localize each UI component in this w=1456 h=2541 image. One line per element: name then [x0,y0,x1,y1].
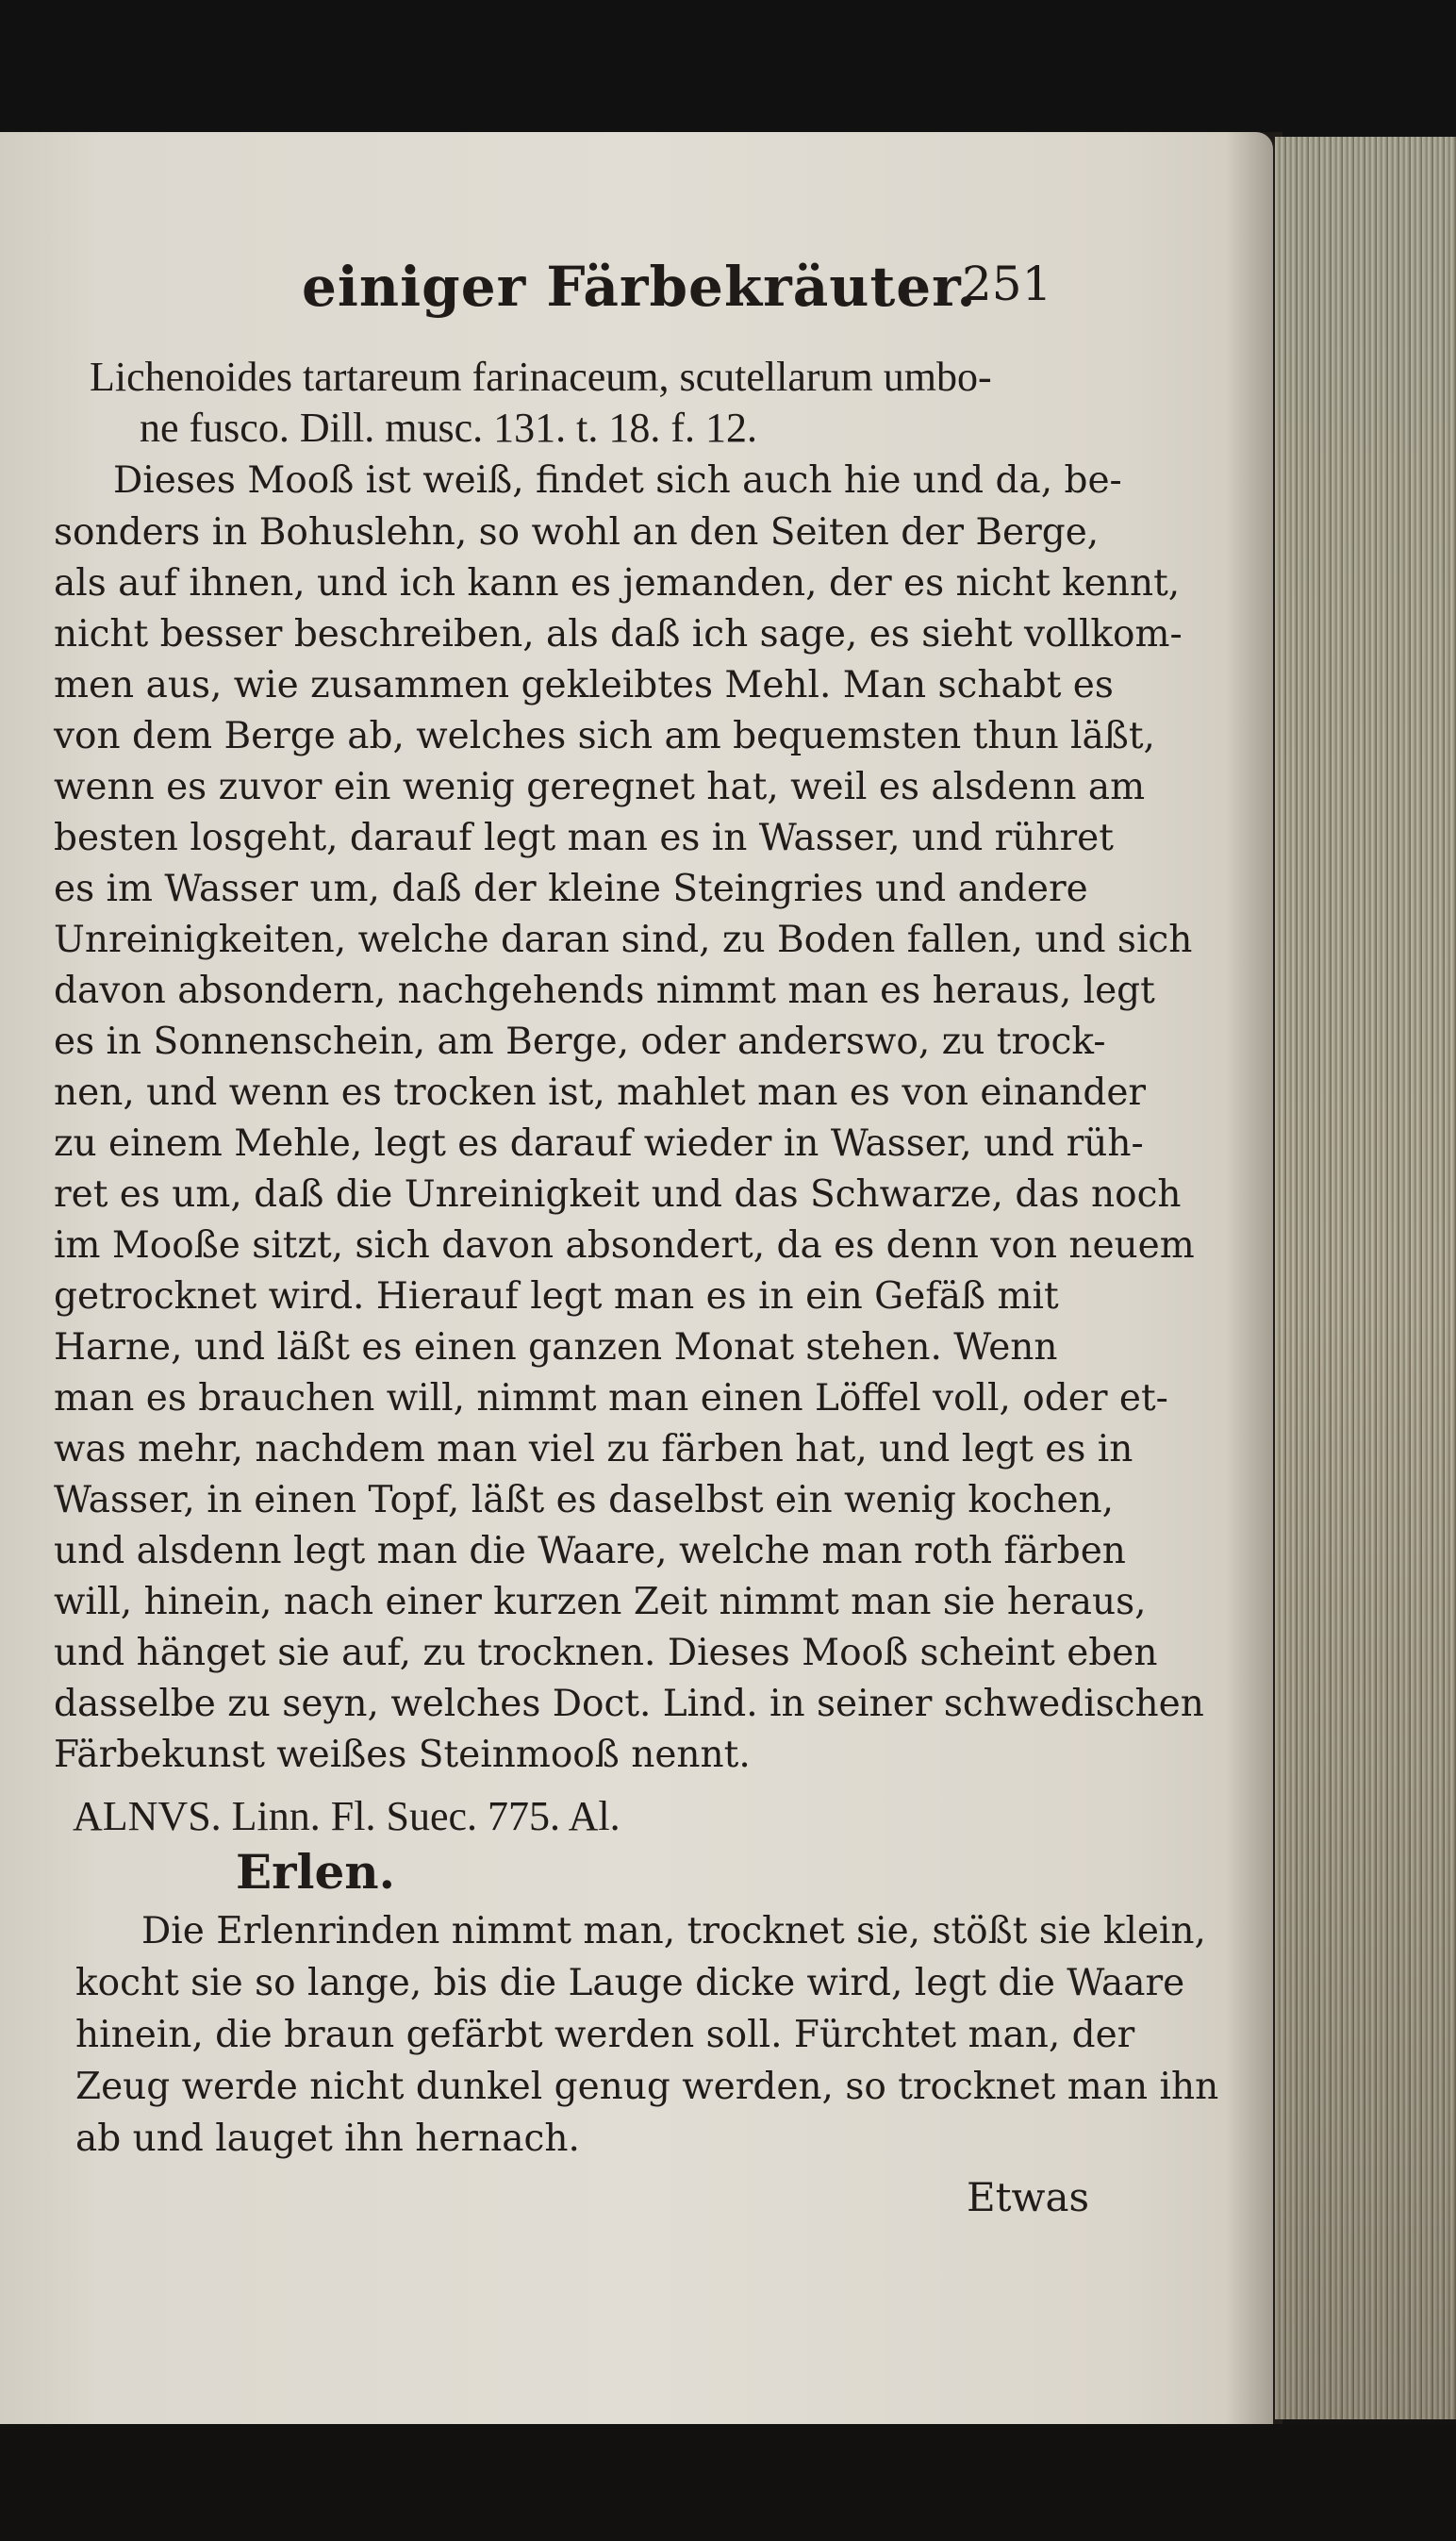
body-line: kocht sie so lange, bis die Lauge dicke wird, legt die Waare [75,1962,1185,2004]
latin-name-line: ne fusco. Dill. musc. 131. t. 18. f. 12. [140,405,758,451]
page-header [302,255,1056,321]
latin-name-alnus: ALNVS. Linn. Fl. Suec. 775. Al. [73,1793,620,1839]
body-line: Zeug werde nicht dunkel genug werden, so trocknet man ihn [75,2066,1219,2108]
body-line: men aus, wie zusammen gekleibtes Mehl. Man schabt es [54,664,1114,706]
body-line: nen, und wenn es trocken ist, mahlet man es von einander [54,1071,1147,1114]
body-line: es im Wasser um, daß der kleine Steingries und andere [54,868,1088,910]
body-line: wenn es zuvor ein wenig geregnet hat, weil es alsdenn am [54,766,1146,808]
body-line: davon absondern, nachgehends nimmt man es heraus, legt [54,970,1155,1012]
body-line: getrocknet wird. Hierauf legt man es in ein Gefäß mit [54,1275,1059,1318]
body-line: sonders in Bohuslehn, so wohl an den Seiten der Berge, [54,511,1100,554]
body-line: ab und lauget ihn hernach. [75,2118,580,2160]
catchword: Etwas [967,2174,1090,2220]
body-line: Unreinigkeiten, welche daran sind, zu Boden fallen, und sich [54,919,1193,961]
body-line: hinein, die braun gefärbt werden soll. Fürchtet man, der [75,2014,1135,2056]
body-line: und alsdenn legt man die Waare, welche man roth färben [54,1530,1126,1572]
body-line: im Mooße sitzt, sich davon absondert, da es denn von neuem [54,1224,1195,1267]
page-number: 251 [962,257,1052,311]
body-line: Dieses Mooß ist weiß, findet sich auch hie und da, be- [113,459,1122,502]
body-line: zu einem Mehle, legt es darauf wieder in Wasser, und rüh- [54,1122,1144,1165]
latin-name-line: Lichenoides tartareum farinaceum, scutellarum umbo- [90,354,992,400]
body-line: was mehr, nachdem man viel zu färben hat, und legt es in [54,1428,1133,1470]
body-line: Die Erlenrinden nimmt man, trocknet sie, stößt sie klein, [141,1910,1206,1952]
body-line: von dem Berge ab, welches sich am bequemsten thun läßt, [54,715,1155,757]
body-line: besten losgeht, darauf legt man es in Wasser, und rühret [54,817,1114,859]
body-line: als auf ihnen, und ich kann es jemanden, der es nicht kennt, [54,562,1181,605]
background-top [0,0,1456,141]
body-line: Harne, und läßt es einen ganzen Monat stehen. Wenn [54,1326,1058,1369]
body-line: ret es um, daß die Unreinigkeit und das Schwarze, das noch [54,1173,1182,1216]
body-line: es in Sonnenschein, am Berge, oder anderswo, zu trock- [54,1021,1106,1063]
book-edge-tint [1275,137,1456,2419]
section-heading-erlen: Erlen. [236,1844,396,1900]
background-bottom [0,2424,1456,2541]
body-line: will, hinein, nach einer kurzen Zeit nimmt man sie heraus, [54,1581,1147,1623]
body-line: dasselbe zu seyn, welches Doct. Lind. in seiner schwedischen [54,1683,1204,1725]
body-line: Färbekunst weißes Steinmooß nennt. [54,1734,751,1776]
body-line: man es brauchen will, nimmt man einen Löffel voll, oder et- [54,1377,1168,1420]
body-line: nicht besser beschreiben, als daß ich sage, es sieht vollkom- [54,613,1183,656]
body-line: Wasser, in einen Topf, läßt es daselbst ein wenig kochen, [54,1479,1115,1521]
running-title: einiger Färbekräuter. [302,255,977,319]
page-edge-shadow [1226,132,1282,2424]
body-line: und hänget sie auf, zu trocknen. Dieses Mooß scheint eben [54,1632,1158,1674]
